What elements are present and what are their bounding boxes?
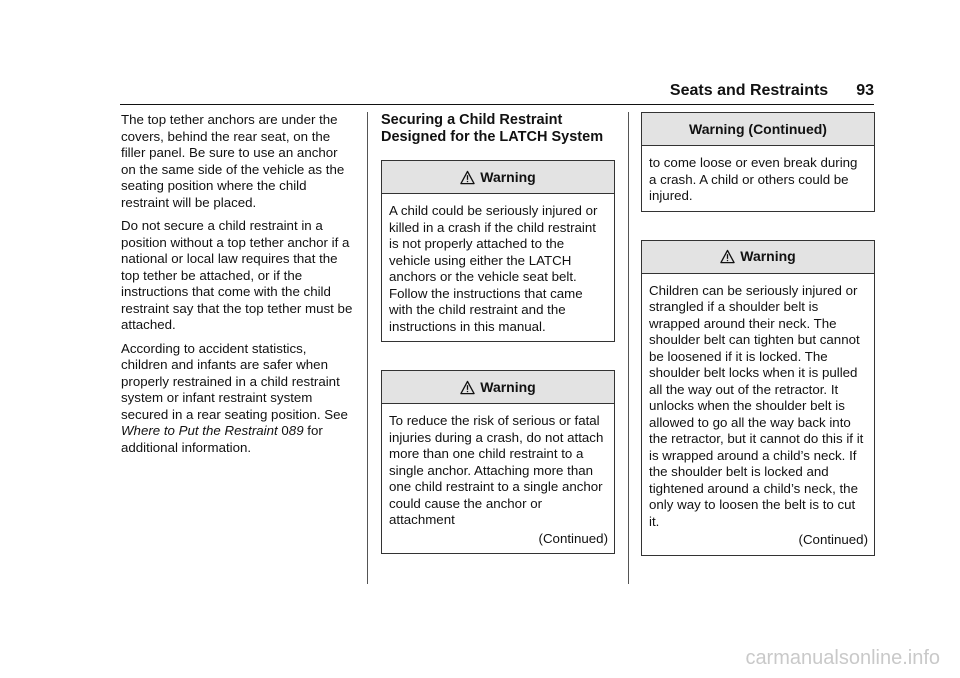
column-1 <box>121 112 353 463</box>
warning-triangle-icon <box>460 380 475 395</box>
column-divider <box>367 112 368 584</box>
page-header <box>670 82 874 100</box>
page-arrow-icon: 0 <box>281 423 289 438</box>
column-2 <box>381 112 615 582</box>
paragraph: The top tether anchors are under the covers, behind the rear seat, on the filler panel. Be sure to use an anchor on the same side of the vehicle as the seating position where the child restraint will be placed. <box>121 112 345 210</box>
cross-reference-page[interactable]: 89 <box>288 423 304 438</box>
warning-title: Warning <box>480 378 536 395</box>
cross-reference-link[interactable]: Where to Put the Restraint <box>121 423 278 438</box>
warning-box <box>641 112 875 212</box>
warning-triangle-icon <box>460 170 475 185</box>
header-rule <box>120 104 874 105</box>
column-3 <box>641 112 875 584</box>
continued-label: (Continued) <box>538 530 608 546</box>
warning-title: Warning <box>480 168 536 185</box>
warning-text: Children can be seriously injured or strangled if a shoulder belt is wrapped around their neck. The shoulder belt can tighten but cannot be loosened if it is locked. The shoulder belt locks when it is pulled all the way out of the retractor. It unlocks when the shoulder belt is allowed to go all the way back into the retractor, but it cannot do this if it is wrapped around a child’s neck. If the shoulder belt is locked and tightened around a child’s neck, the only way to loosen the belt is to cut it. <box>649 282 864 529</box>
continued-label: (Continued) <box>798 532 868 547</box>
page-number: 93 <box>856 82 874 99</box>
watermark: carmanualsonline.info <box>745 647 940 669</box>
warning-text: A child could be seriously injured or killed in a crash if the child restraint is not properly attached to the vehicle using either the LATCH anchors or the vehicle seat belt. Follow the instructions that came with the child restraint and the instructions in this manual. <box>389 203 598 334</box>
warning-box <box>381 160 615 342</box>
warning-triangle-icon <box>720 249 735 264</box>
paragraph: According to accident statistics, children and infants are safer when properly restrained in a child restraint system or infant restraint system secured in a rear seating position. See Where to Put the Restraint 089 for additional information. <box>121 340 348 455</box>
warning-box <box>641 240 875 556</box>
warning-text: to come loose or even break during a crash. A child or others could be injured. <box>649 155 858 203</box>
section-heading: Securing a Child Restraint Designed for the LATCH System <box>381 112 604 145</box>
paragraph: Do not secure a child restraint in a position without a top tether anchor if a national or local law requires that the top tether be attached, or if the instructions that come with the child restraint say that the top tether must be attached. <box>121 218 353 332</box>
warning-text: To reduce the risk of serious or fatal injuries during a crash, do not attach more than one child restraint to a single anchor. Attaching more than one child restraint to a single anchor could cause the anchor or attachment <box>389 413 604 527</box>
warning-title: Warning <box>740 248 796 265</box>
section-title: Seats and Restraints <box>669 82 829 99</box>
warning-box <box>381 370 615 554</box>
warning-title: Warning (Continued) <box>642 113 874 146</box>
column-divider <box>628 112 629 584</box>
